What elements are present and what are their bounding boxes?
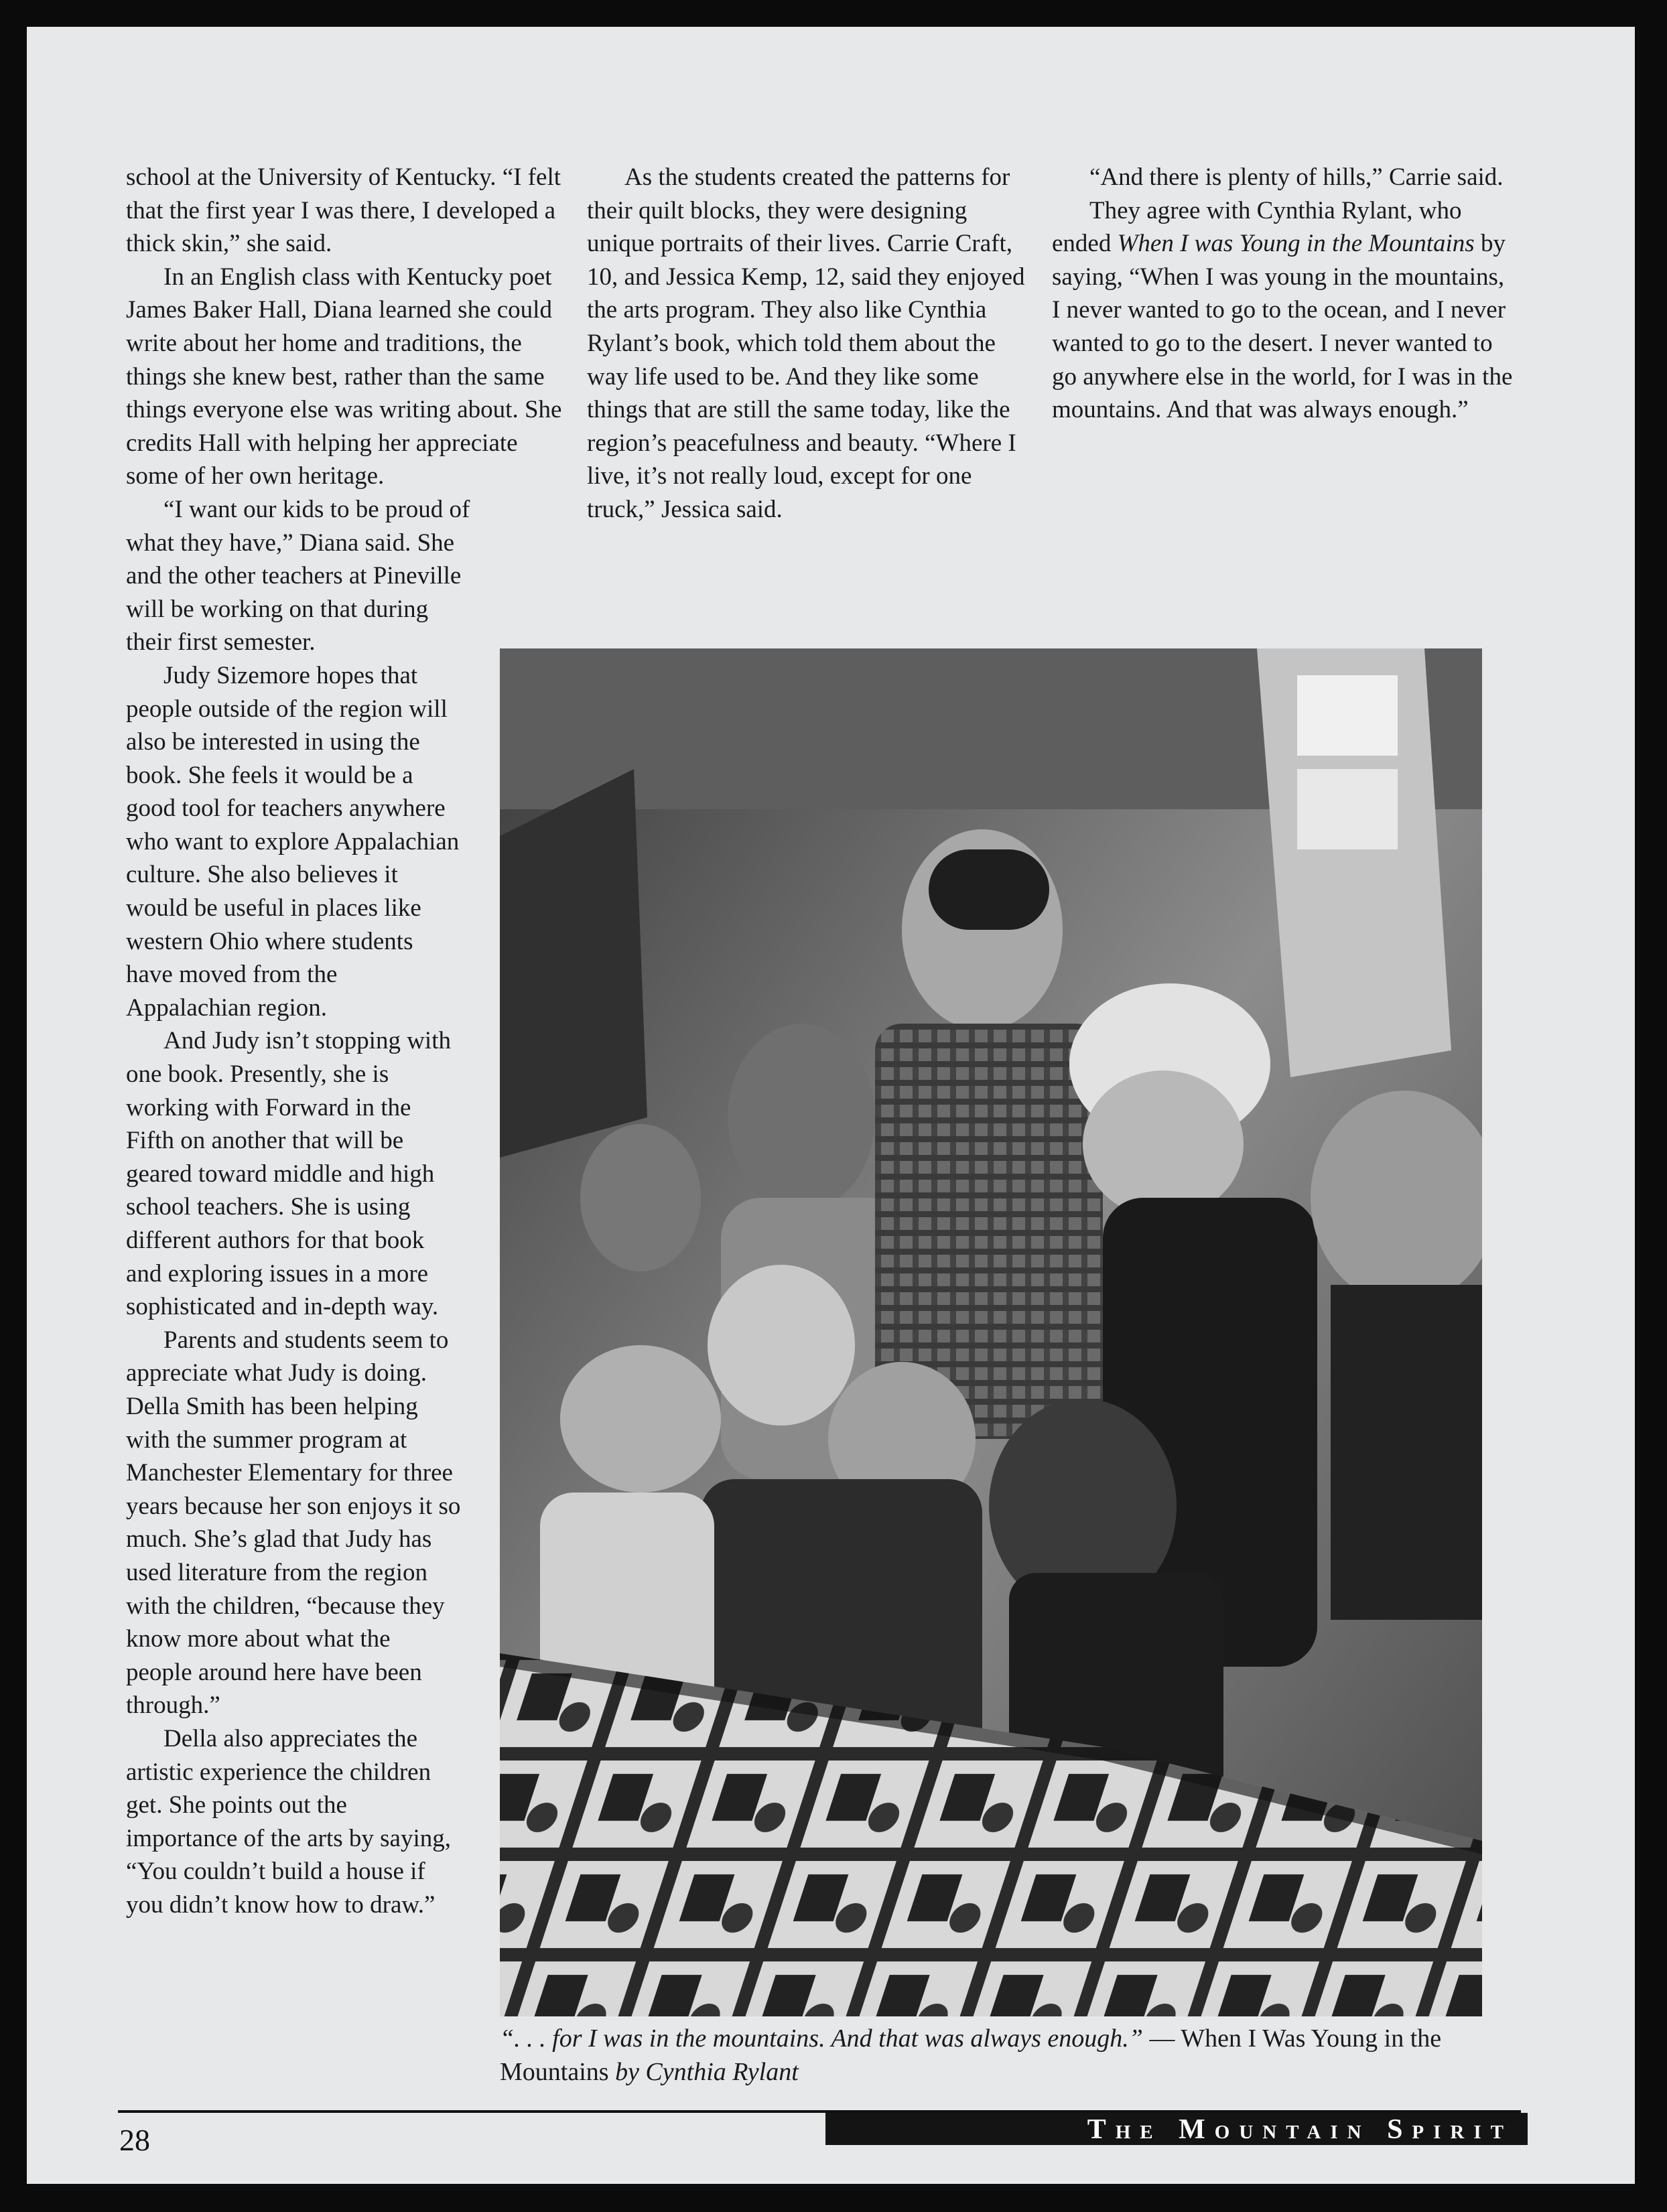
paragraph: And Judy isn’t stopping with one book. Presently, she is working with Forward in the Fifth on another that will be geared toward middle and high school teachers. She is using different authors for that book and exploring issues in a more sophisticated and in-depth way. (126, 1027, 451, 1321)
paragraph: Judy Sizemore hopes that people outside of the region will also be interested in using the book. She feels it would be a good tool for teachers anywhere who want to explore Appalachian culture. She also believes it would be useful in places like western Ohio where students have moved from the Appalachian region. (126, 661, 460, 1022)
magazine-title-banner (825, 2113, 1528, 2145)
article-column-right (1052, 161, 1514, 427)
paragraph: Della also appreciates the artistic experience the children get. She points out the importance of the arts by saying, “You couldn’t build a house if you didn’t know how to draw.” (126, 1724, 451, 1919)
caption-book-title: When I Was Young in the Mountains (500, 2024, 1442, 2086)
caption-quote: “. . . for I was in the mountains. And that was always enough.” (500, 2024, 1143, 2053)
book-title: When I was Young in the Mountains (1117, 230, 1475, 258)
magazine-page (27, 27, 1635, 2184)
paragraph: In an English class with Kentucky poet James Baker Hall, Diana learned she could write about her home and traditions, the things she knew best, rather than the same things everyone else was writing about. She credits Hall with helping her appreciate some of her own heritage. (126, 263, 562, 490)
paragraph: As the students created the patterns for their quilt blocks, they were designing unique portraits of their lives. Carrie Craft, 10, and Jessica Kemp, 12, said they enjoyed the arts program. They also like Cynthia Rylant’s book, which told them about the way life used to be. And they like some things that are still the same today, like the region’s peacefulness and beauty. “Where I live, it’s not really loud, except for one truck,” Jessica said. (587, 163, 1025, 523)
article-column-middle (587, 161, 1029, 527)
magazine-title: The Mountain Spirit (1087, 2114, 1513, 2145)
paragraph-text: They agree with Cynthia Rylant, who ended (1052, 196, 1462, 258)
paragraph (1052, 194, 1514, 427)
caption-byline: by Cynthia Rylant (608, 2058, 799, 2086)
photo-caption (500, 2022, 1505, 2089)
caption-dash: — (1142, 2024, 1181, 2053)
paragraph: school at the University of Kentucky. “I felt that the first year I was there, I developed a thick skin,” she said. (126, 163, 561, 258)
paragraph: “And there is plenty of hills,” Carrie said. (1089, 163, 1504, 191)
page-number: 28 (119, 2123, 150, 2157)
paragraph: Parents and students seem to appreciate what Judy is doing. Della Smith has been helping with the summer program at Manchester Elementary for three years because her son enjoys it so much. She’s glad that Judy has used literature from the region with the children, “because they know more about what the people around here have been through.” (126, 1326, 461, 1720)
paragraph-text: by saying, “When I was young in the mountains, I never wanted to go to the ocean, and I never wanted to go to the desert. I never wanted to go anywhere else in the world, for I was in the mountains. And that was always enough.” (1052, 230, 1513, 424)
paragraph: “I want our kids to be proud of what they have,” Diana said. She and the other teachers at Pineville will be working on that during their first semester. (126, 495, 470, 656)
quilt-photo (500, 648, 1482, 2016)
